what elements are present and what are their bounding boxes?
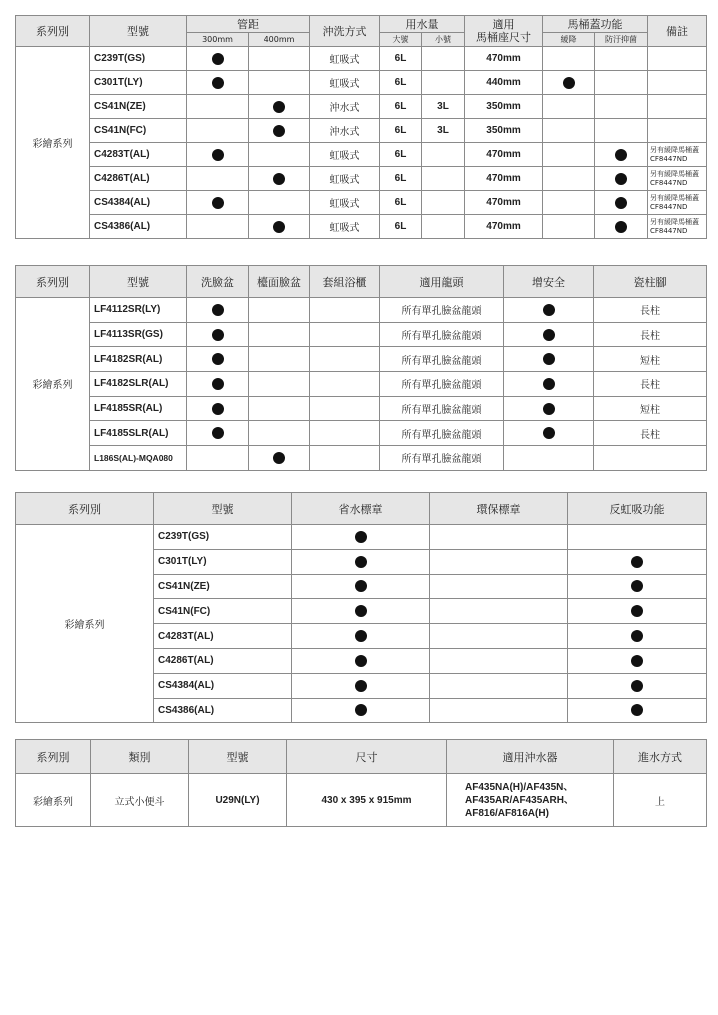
urinal-table xyxy=(15,739,707,827)
counter-basin-cell xyxy=(249,322,310,347)
table-row xyxy=(16,143,707,167)
water-label-cell xyxy=(292,648,430,673)
header-small: 小號 xyxy=(422,33,465,47)
cabinet-set-cell xyxy=(310,347,380,372)
table-row xyxy=(16,47,707,71)
pitch-300-cell xyxy=(187,119,249,143)
dot-marker-icon xyxy=(212,378,224,390)
water-label-cell xyxy=(292,698,430,723)
model-cell: L186S(AL)-MQA080 xyxy=(90,446,187,471)
model-cell: CS4384(AL) xyxy=(90,191,187,215)
flush-cell: 虹吸式 xyxy=(310,71,380,95)
small-flush-cell xyxy=(422,47,465,71)
model-cell: LF4182SLR(AL) xyxy=(90,372,187,397)
table-row xyxy=(16,322,707,347)
dot-marker-icon xyxy=(212,427,224,439)
antibacterial-cell xyxy=(595,119,648,143)
header-model: 型號 xyxy=(154,493,292,525)
dot-marker-icon xyxy=(355,680,367,692)
model-cell: C4286T(AL) xyxy=(90,167,187,191)
header-model: 型號 xyxy=(189,740,287,774)
model-cell: CS41N(ZE) xyxy=(154,574,292,599)
header-inlet: 進水方式 xyxy=(614,740,707,774)
dot-marker-icon xyxy=(615,149,627,161)
faucet-cell: 所有單孔臉盆龍頭 xyxy=(380,372,504,397)
dot-marker-icon xyxy=(631,704,643,716)
dot-marker-icon xyxy=(631,556,643,568)
model-cell: CS4384(AL) xyxy=(154,673,292,698)
header-category: 類別 xyxy=(91,740,189,774)
dot-marker-icon xyxy=(543,378,555,390)
flusher-cell: AF435NA(H)/AF435N、 AF435AR/AF435ARH、 AF816/AF816A(H) xyxy=(447,774,614,827)
antibacterial-cell xyxy=(595,167,648,191)
small-flush-cell xyxy=(422,143,465,167)
dot-marker-icon xyxy=(543,329,555,341)
header-pitch: 管距 xyxy=(187,16,310,33)
small-flush-cell xyxy=(422,167,465,191)
dot-marker-icon xyxy=(615,197,627,209)
note-cell: 另有緩降馬桶蓋 CF8447ND xyxy=(648,143,707,167)
big-flush-cell: 6L xyxy=(380,143,422,167)
pedestal-cell: 長柱 xyxy=(594,421,707,446)
slow-close-cell xyxy=(543,215,595,239)
pitch-400-cell xyxy=(249,95,310,119)
dot-marker-icon xyxy=(273,101,285,113)
dot-marker-icon xyxy=(631,580,643,592)
seat-size-cell: 470mm xyxy=(465,143,543,167)
model-cell: C4286T(AL) xyxy=(154,648,292,673)
series-cell: 彩繪系列 xyxy=(16,774,91,827)
eco-label-cell xyxy=(430,648,568,673)
dot-marker-icon xyxy=(355,580,367,592)
dot-marker-icon xyxy=(273,173,285,185)
eco-label-cell xyxy=(430,574,568,599)
small-flush-cell: 3L xyxy=(422,119,465,143)
size-cell: 430 x 395 x 915mm xyxy=(287,774,447,827)
header-flusher: 適用沖水器 xyxy=(447,740,614,774)
cabinet-set-cell xyxy=(310,372,380,397)
dot-marker-icon xyxy=(543,403,555,415)
pitch-400-cell xyxy=(249,215,310,239)
flush-cell: 沖水式 xyxy=(310,95,380,119)
counter-basin-cell xyxy=(249,298,310,323)
table-row xyxy=(16,215,707,239)
dot-marker-icon xyxy=(631,655,643,667)
table-row xyxy=(16,119,707,143)
basin-spec-table xyxy=(15,265,707,471)
slow-close-cell xyxy=(543,71,595,95)
seat-size-cell: 470mm xyxy=(465,167,543,191)
pitch-300-cell xyxy=(187,191,249,215)
seat-size-cell: 440mm xyxy=(465,71,543,95)
flush-cell: 虹吸式 xyxy=(310,191,380,215)
cabinet-set-cell xyxy=(310,298,380,323)
model-cell: LF4113SR(GS) xyxy=(90,322,187,347)
flush-cell: 沖水式 xyxy=(310,119,380,143)
counter-basin-cell xyxy=(249,421,310,446)
water-label-cell xyxy=(292,549,430,574)
wash-basin-cell xyxy=(187,322,249,347)
cabinet-set-cell xyxy=(310,322,380,347)
inlet-cell: 上 xyxy=(614,774,707,827)
dot-marker-icon xyxy=(212,329,224,341)
model-cell: CS41N(FC) xyxy=(154,599,292,624)
water-label-cell xyxy=(292,673,430,698)
slow-close-cell xyxy=(543,47,595,71)
slow-close-cell xyxy=(543,95,595,119)
dot-marker-icon xyxy=(631,630,643,642)
wash-basin-cell xyxy=(187,396,249,421)
dot-marker-icon xyxy=(212,149,224,161)
anti-siphon-cell xyxy=(568,574,707,599)
safety-cell xyxy=(504,446,594,471)
pitch-300-cell xyxy=(187,215,249,239)
model-cell: C239T(GS) xyxy=(90,47,187,71)
pitch-300-cell xyxy=(187,167,249,191)
header-note: 備註 xyxy=(648,16,707,47)
dot-marker-icon xyxy=(355,556,367,568)
header-p300: 300mm xyxy=(187,33,249,47)
pitch-300-cell xyxy=(187,71,249,95)
category-cell: 立式小便斗 xyxy=(91,774,189,827)
note-cell xyxy=(648,47,707,71)
series-cell: 彩繪系列 xyxy=(16,525,154,723)
header-anti-siphon: 反虹吸功能 xyxy=(568,493,707,525)
counter-basin-cell xyxy=(249,446,310,471)
model-cell: C239T(GS) xyxy=(154,525,292,550)
header-model: 型號 xyxy=(90,16,187,47)
slow-close-cell xyxy=(543,191,595,215)
pedestal-cell: 短柱 xyxy=(594,396,707,421)
flush-cell: 虹吸式 xyxy=(310,215,380,239)
dot-marker-icon xyxy=(212,197,224,209)
model-cell: C301T(LY) xyxy=(154,549,292,574)
water-label-cell xyxy=(292,624,430,649)
faucet-cell: 所有單孔臉盆龍頭 xyxy=(380,322,504,347)
model-cell: C4283T(AL) xyxy=(154,624,292,649)
flush-cell: 虹吸式 xyxy=(310,167,380,191)
header-water: 用水量 xyxy=(380,16,465,33)
pitch-400-cell xyxy=(249,143,310,167)
dot-marker-icon xyxy=(273,125,285,137)
dot-marker-icon xyxy=(615,221,627,233)
anti-siphon-cell xyxy=(568,648,707,673)
antibacterial-cell xyxy=(595,71,648,95)
header-flush: 沖洗方式 xyxy=(310,16,380,47)
big-flush-cell: 6L xyxy=(380,71,422,95)
safety-cell xyxy=(504,298,594,323)
eco-label-cell xyxy=(430,698,568,723)
safety-cell xyxy=(504,347,594,372)
header-model: 型號 xyxy=(90,266,187,298)
eco-label-cell xyxy=(430,599,568,624)
note-cell xyxy=(648,71,707,95)
dot-marker-icon xyxy=(355,704,367,716)
water-label-cell xyxy=(292,574,430,599)
slow-close-cell xyxy=(543,119,595,143)
model-cell: LF4112SR(LY) xyxy=(90,298,187,323)
flush-cell: 虹吸式 xyxy=(310,47,380,71)
eco-label-cell xyxy=(430,624,568,649)
wash-basin-cell xyxy=(187,298,249,323)
note-cell: 另有緩降馬桶蓋 CF8447ND xyxy=(648,215,707,239)
pitch-400-cell xyxy=(249,167,310,191)
header-faucet: 適用龍頭 xyxy=(380,266,504,298)
header-eco-label: 環保標章 xyxy=(430,493,568,525)
wash-basin-cell xyxy=(187,347,249,372)
model-cell: CS41N(ZE) xyxy=(90,95,187,119)
dot-marker-icon xyxy=(543,304,555,316)
dot-marker-icon xyxy=(212,353,224,365)
series-cell: 彩繪系列 xyxy=(16,47,90,239)
table-row xyxy=(16,298,707,323)
seat-size-cell: 350mm xyxy=(465,119,543,143)
table-row xyxy=(16,347,707,372)
table-row xyxy=(16,71,707,95)
pitch-400-cell xyxy=(249,191,310,215)
header-series: 系列別 xyxy=(16,16,90,47)
faucet-cell: 所有單孔臉盆龍頭 xyxy=(380,446,504,471)
model-cell: LF4185SLR(AL) xyxy=(90,421,187,446)
small-flush-cell: 3L xyxy=(422,95,465,119)
pitch-300-cell xyxy=(187,143,249,167)
dot-marker-icon xyxy=(212,403,224,415)
safety-cell xyxy=(504,396,594,421)
anti-siphon-cell xyxy=(568,673,707,698)
antibacterial-cell xyxy=(595,215,648,239)
safety-cell xyxy=(504,421,594,446)
pitch-400-cell xyxy=(249,71,310,95)
dot-marker-icon xyxy=(273,452,285,464)
antibacterial-cell xyxy=(595,191,648,215)
anti-siphon-cell xyxy=(568,698,707,723)
table-row xyxy=(16,525,707,550)
pitch-400-cell xyxy=(249,47,310,71)
header-leg: 瓷柱腳 xyxy=(594,266,707,298)
pitch-300-cell xyxy=(187,47,249,71)
table-row xyxy=(16,396,707,421)
dot-marker-icon xyxy=(631,680,643,692)
header-p400: 400mm xyxy=(249,33,310,47)
toilet-spec-table xyxy=(15,15,707,239)
dot-marker-icon xyxy=(543,353,555,365)
note-cell: 另有緩降馬桶蓋 CF8447ND xyxy=(648,167,707,191)
pitch-300-cell xyxy=(187,95,249,119)
eco-label-cell xyxy=(430,525,568,550)
table-row xyxy=(16,167,707,191)
note-cell: 另有緩降馬桶蓋 CF8447ND xyxy=(648,191,707,215)
table-row xyxy=(16,372,707,397)
slow-close-cell xyxy=(543,167,595,191)
dot-marker-icon xyxy=(543,427,555,439)
big-flush-cell: 6L xyxy=(380,167,422,191)
dot-marker-icon xyxy=(355,630,367,642)
note-cell xyxy=(648,95,707,119)
series-cell: 彩繪系列 xyxy=(16,298,90,471)
anti-siphon-cell xyxy=(568,599,707,624)
header-series: 系列別 xyxy=(16,740,91,774)
table-row xyxy=(16,95,707,119)
pedestal-cell: 長柱 xyxy=(594,322,707,347)
header-size: 尺寸 xyxy=(287,740,447,774)
pedestal-cell: 長柱 xyxy=(594,372,707,397)
eco-label-cell xyxy=(430,673,568,698)
safety-cell xyxy=(504,322,594,347)
dot-marker-icon xyxy=(563,77,575,89)
pedestal-cell: 短柱 xyxy=(594,347,707,372)
faucet-cell: 所有單孔臉盆龍頭 xyxy=(380,298,504,323)
faucet-cell: 所有單孔臉盆龍頭 xyxy=(380,421,504,446)
header-safety: 增安全 xyxy=(504,266,594,298)
model-cell: CS41N(FC) xyxy=(90,119,187,143)
header-water-label: 省水標章 xyxy=(292,493,430,525)
seat-size-cell: 470mm xyxy=(465,47,543,71)
table-row xyxy=(16,421,707,446)
dot-marker-icon xyxy=(355,655,367,667)
dot-marker-icon xyxy=(631,605,643,617)
model-cell: U29N(LY) xyxy=(189,774,287,827)
header-anti: 防汙抑菌 xyxy=(595,33,648,47)
dot-marker-icon xyxy=(355,605,367,617)
big-flush-cell: 6L xyxy=(380,95,422,119)
dot-marker-icon xyxy=(212,77,224,89)
antibacterial-cell xyxy=(595,47,648,71)
header-cabinet: 套組浴櫃 xyxy=(310,266,380,298)
small-flush-cell xyxy=(422,215,465,239)
wash-basin-cell xyxy=(187,446,249,471)
big-flush-cell: 6L xyxy=(380,119,422,143)
dot-marker-icon xyxy=(355,531,367,543)
counter-basin-cell xyxy=(249,347,310,372)
model-cell: LF4182SR(AL) xyxy=(90,347,187,372)
model-cell: CS4386(AL) xyxy=(90,215,187,239)
anti-siphon-cell xyxy=(568,525,707,550)
header-wash: 洗臉盆 xyxy=(187,266,249,298)
dot-marker-icon xyxy=(273,221,285,233)
antibacterial-cell xyxy=(595,143,648,167)
big-flush-cell: 6L xyxy=(380,215,422,239)
dot-marker-icon xyxy=(212,53,224,65)
seat-size-cell: 350mm xyxy=(465,95,543,119)
dot-marker-icon xyxy=(615,173,627,185)
pedestal-cell xyxy=(594,446,707,471)
small-flush-cell xyxy=(422,71,465,95)
small-flush-cell xyxy=(422,191,465,215)
counter-basin-cell xyxy=(249,372,310,397)
cabinet-set-cell xyxy=(310,446,380,471)
model-cell: CS4386(AL) xyxy=(154,698,292,723)
seat-size-cell: 470mm xyxy=(465,215,543,239)
eco-label-cell xyxy=(430,549,568,574)
water-label-cell xyxy=(292,599,430,624)
antibacterial-cell xyxy=(595,95,648,119)
header-series: 系列別 xyxy=(16,266,90,298)
header-slow: 緩降 xyxy=(543,33,595,47)
pitch-400-cell xyxy=(249,119,310,143)
certification-table xyxy=(15,492,707,723)
flush-cell: 虹吸式 xyxy=(310,143,380,167)
water-label-cell xyxy=(292,525,430,550)
note-cell xyxy=(648,119,707,143)
header-series: 系列別 xyxy=(16,493,154,525)
seat-size-cell: 470mm xyxy=(465,191,543,215)
model-cell: LF4185SR(AL) xyxy=(90,396,187,421)
model-cell: C301T(LY) xyxy=(90,71,187,95)
table-row xyxy=(16,446,707,471)
header-big: 大號 xyxy=(380,33,422,47)
cabinet-set-cell xyxy=(310,396,380,421)
header-seat: 適用 馬桶座尺寸 xyxy=(465,16,543,47)
header-lid: 馬桶蓋功能 xyxy=(543,16,648,33)
cabinet-set-cell xyxy=(310,421,380,446)
wash-basin-cell xyxy=(187,372,249,397)
pedestal-cell: 長柱 xyxy=(594,298,707,323)
counter-basin-cell xyxy=(249,396,310,421)
table-row xyxy=(16,191,707,215)
anti-siphon-cell xyxy=(568,549,707,574)
slow-close-cell xyxy=(543,143,595,167)
anti-siphon-cell xyxy=(568,624,707,649)
faucet-cell: 所有單孔臉盆龍頭 xyxy=(380,396,504,421)
wash-basin-cell xyxy=(187,421,249,446)
header-counter: 檯面臉盆 xyxy=(249,266,310,298)
big-flush-cell: 6L xyxy=(380,47,422,71)
safety-cell xyxy=(504,372,594,397)
faucet-cell: 所有單孔臉盆龍頭 xyxy=(380,347,504,372)
dot-marker-icon xyxy=(212,304,224,316)
big-flush-cell: 6L xyxy=(380,191,422,215)
model-cell: C4283T(AL) xyxy=(90,143,187,167)
